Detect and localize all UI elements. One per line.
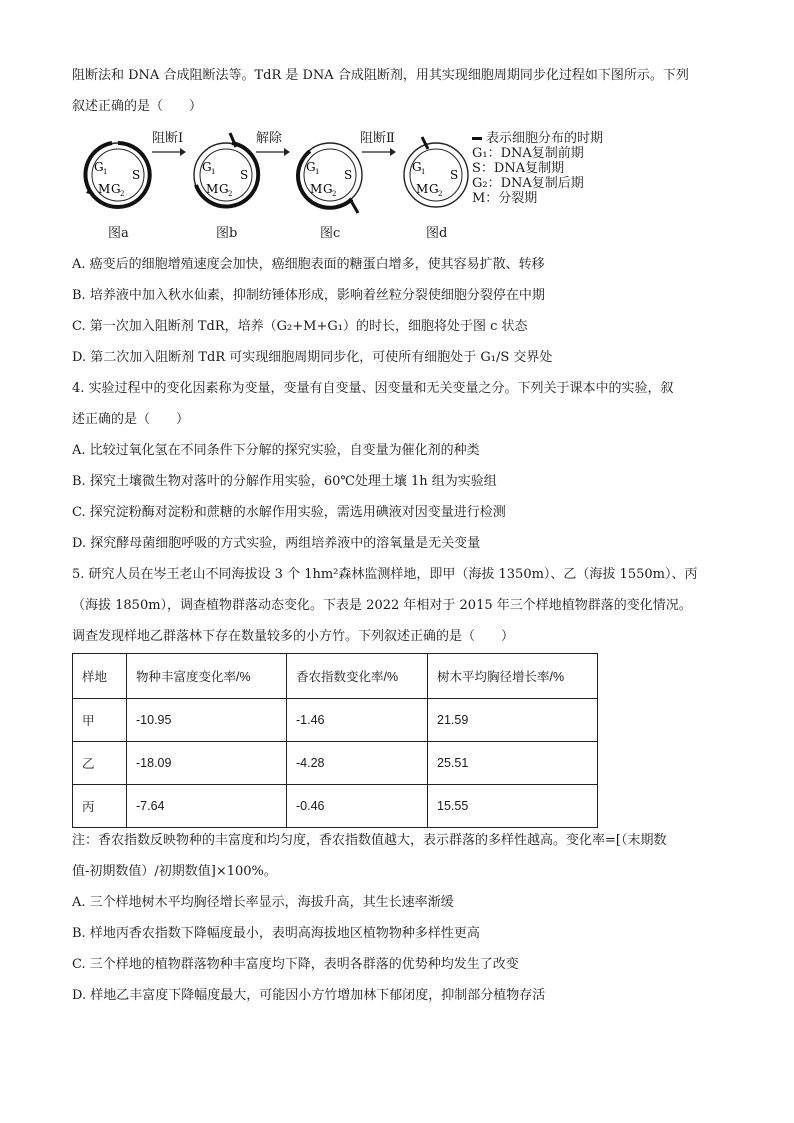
svg-text:M: M (206, 182, 219, 196)
table-row (73, 742, 598, 785)
cell-dbh: 25.51 (428, 742, 598, 785)
q5-stem-line-3: 调查发现样地乙群落林下存在数量较多的小方竹。下列叙述正确的是（ ） (72, 629, 515, 644)
legend-bar-text: 表示细胞分布的时期 (486, 131, 604, 146)
svg-text:S: S (240, 168, 249, 182)
svg-text:1: 1 (211, 168, 216, 176)
q3-option-c: C. 第一次加入阻断剂 TdR，培养（G₂+M+G₁）的时长，细胞将处于图 c 状态 (72, 319, 528, 334)
svg-text:1: 1 (421, 168, 426, 176)
svg-text:S: S (450, 168, 459, 182)
step-label-block-2: 阻断Ⅱ (360, 131, 395, 146)
svg-text:2: 2 (438, 190, 443, 198)
q5-option-b: B. 样地丙香农指数下降幅度最小，表明高海拔地区植物物种多样性更高 (72, 926, 480, 941)
svg-text:1: 1 (103, 168, 108, 176)
svg-text:M: M (98, 182, 111, 196)
legend-bar-icon (472, 137, 482, 140)
svg-text:G: G (111, 182, 121, 196)
cycle-diagram-c (290, 135, 370, 215)
q5-option-c: C. 三个样地的植物群落物种丰富度均下降，表明各群落的优势种均发生了改变 (72, 957, 519, 972)
svg-text:G: G (94, 160, 104, 174)
svg-text:2: 2 (120, 190, 125, 198)
cell-richness: -18.09 (127, 742, 287, 785)
table-row (73, 699, 598, 742)
cell-richness: -7.64 (127, 785, 287, 828)
svg-text:G: G (323, 182, 333, 196)
caption-a: 图a (108, 226, 129, 241)
q4-option-b: B. 探究土壤微生物对落叶的分解作用实验，60℃处理土壤 1h 组为实验组 (72, 474, 497, 489)
q3-option-a: A. 癌变后的细胞增殖速度会加快，癌细胞表面的糖蛋白增多，使其容易扩散、转移 (72, 257, 545, 272)
legend-s: S：DNA复制期 (472, 161, 565, 176)
cell-dbh: 21.59 (428, 699, 598, 742)
cycle-diagram-a (78, 135, 158, 215)
cell-cycle-figure (78, 125, 638, 245)
q4-stem-line-2: 述正确的是（ ） (72, 412, 190, 427)
legend-m: M：分裂期 (472, 191, 538, 206)
cell-site: 甲 (73, 699, 127, 742)
cycle-diagram-b (186, 135, 266, 215)
q3-option-d: D. 第二次加入阻断剂 TdR 可实现细胞周期同步化，可使所有细胞处于 G₁/S 交界处 (72, 350, 553, 365)
cycle-diagram-d (396, 135, 476, 215)
arrow-icon (256, 147, 290, 157)
svg-text:S: S (132, 168, 141, 182)
svg-text:1: 1 (315, 168, 320, 176)
q5-option-a: A. 三个样地树木平均胸径增长率显示，海拔升高，其生长速率渐缓 (72, 895, 454, 910)
figure-legend (472, 131, 603, 206)
q4-option-c: C. 探究淀粉酶对淀粉和蔗糖的水解作用实验，需选用碘液对因变量进行检测 (72, 505, 506, 520)
caption-b: 图b (216, 226, 238, 241)
step-label-release: 解除 (256, 131, 283, 146)
intro-line-1: 阻断法和 DNA 合成阻断法等。TdR 是 DNA 合成阻断剂，用其实现细胞周期同步化过程如下图所示。下列 (72, 68, 689, 83)
step-label-block-1: 阻断Ⅰ (152, 131, 184, 146)
data-table (72, 653, 598, 828)
arrow-icon (152, 147, 186, 157)
svg-text:2: 2 (228, 190, 233, 198)
header-richness: 物种丰富度变化率/% (127, 654, 287, 699)
svg-text:2: 2 (332, 190, 337, 198)
cell-shannon: -0.46 (287, 785, 428, 828)
svg-text:M: M (416, 182, 429, 196)
table-note-line-1: 注：香农指数反映物种的丰富度和均匀度，香农指数值越大，表示群落的多样性越高。变化率=[（末期数 (72, 833, 667, 848)
q5-stem-line-2: （海拔 1850m），调查植物群落动态变化。下表是 2022 年相对于 2015 年三个样地植物群落的变化情况。 (72, 598, 692, 613)
header-dbh: 树木平均胸径增长率/% (428, 654, 598, 699)
cell-site: 乙 (73, 742, 127, 785)
intro-line-2: 叙述正确的是（ ） (72, 99, 203, 114)
svg-text:M: M (310, 182, 323, 196)
q4-stem-line-1: 4. 实验过程中的变化因素称为变量，变量有自变量、因变量和无关变量之分。下列关于课本中的实验，叙 (72, 381, 674, 396)
cell-shannon: -4.28 (287, 742, 428, 785)
cell-richness: -10.95 (127, 699, 287, 742)
caption-d: 图d (426, 226, 448, 241)
table-header-row (73, 654, 598, 699)
q3-option-b: B. 培养液中加入秋水仙素，抑制纺锤体形成，影响着丝粒分裂使细胞分裂停在中期 (72, 288, 545, 303)
q5-stem-line-1: 5. 研究人员在岑王老山不同海拔设 3 个 1hm²森林监测样地，即甲（海拔 1350m）、乙（海拔 1550m）、丙 (72, 567, 698, 582)
svg-text:G: G (202, 160, 212, 174)
caption-c: 图c (320, 226, 341, 241)
svg-text:S: S (344, 168, 353, 182)
cell-site: 丙 (73, 785, 127, 828)
svg-text:G: G (306, 160, 316, 174)
svg-text:G: G (219, 182, 229, 196)
cell-dbh: 15.55 (428, 785, 598, 828)
svg-text:G: G (412, 160, 422, 174)
table-row (73, 785, 598, 828)
svg-text:G: G (429, 182, 439, 196)
cell-shannon: -1.46 (287, 699, 428, 742)
arrow-icon (362, 147, 396, 157)
header-site: 样地 (73, 654, 127, 699)
header-shannon: 香农指数变化率/% (287, 654, 428, 699)
q5-option-d: D. 样地乙丰富度下降幅度最大，可能因小方竹增加林下郁闭度，抑制部分植物存活 (72, 988, 546, 1003)
legend-g2: G₂：DNA复制后期 (472, 176, 584, 191)
legend-g1: G₁：DNA复制前期 (472, 146, 584, 161)
q4-option-d: D. 探究酵母菌细胞呼吸的方式实验，两组培养液中的溶氧量是无关变量 (72, 536, 481, 551)
q4-option-a: A. 比较过氧化氢在不同条件下分解的探究实验，自变量为催化剂的种类 (72, 443, 480, 458)
table-note-line-2: 值-初期数值）/初期数值]×100%。 (72, 864, 277, 879)
